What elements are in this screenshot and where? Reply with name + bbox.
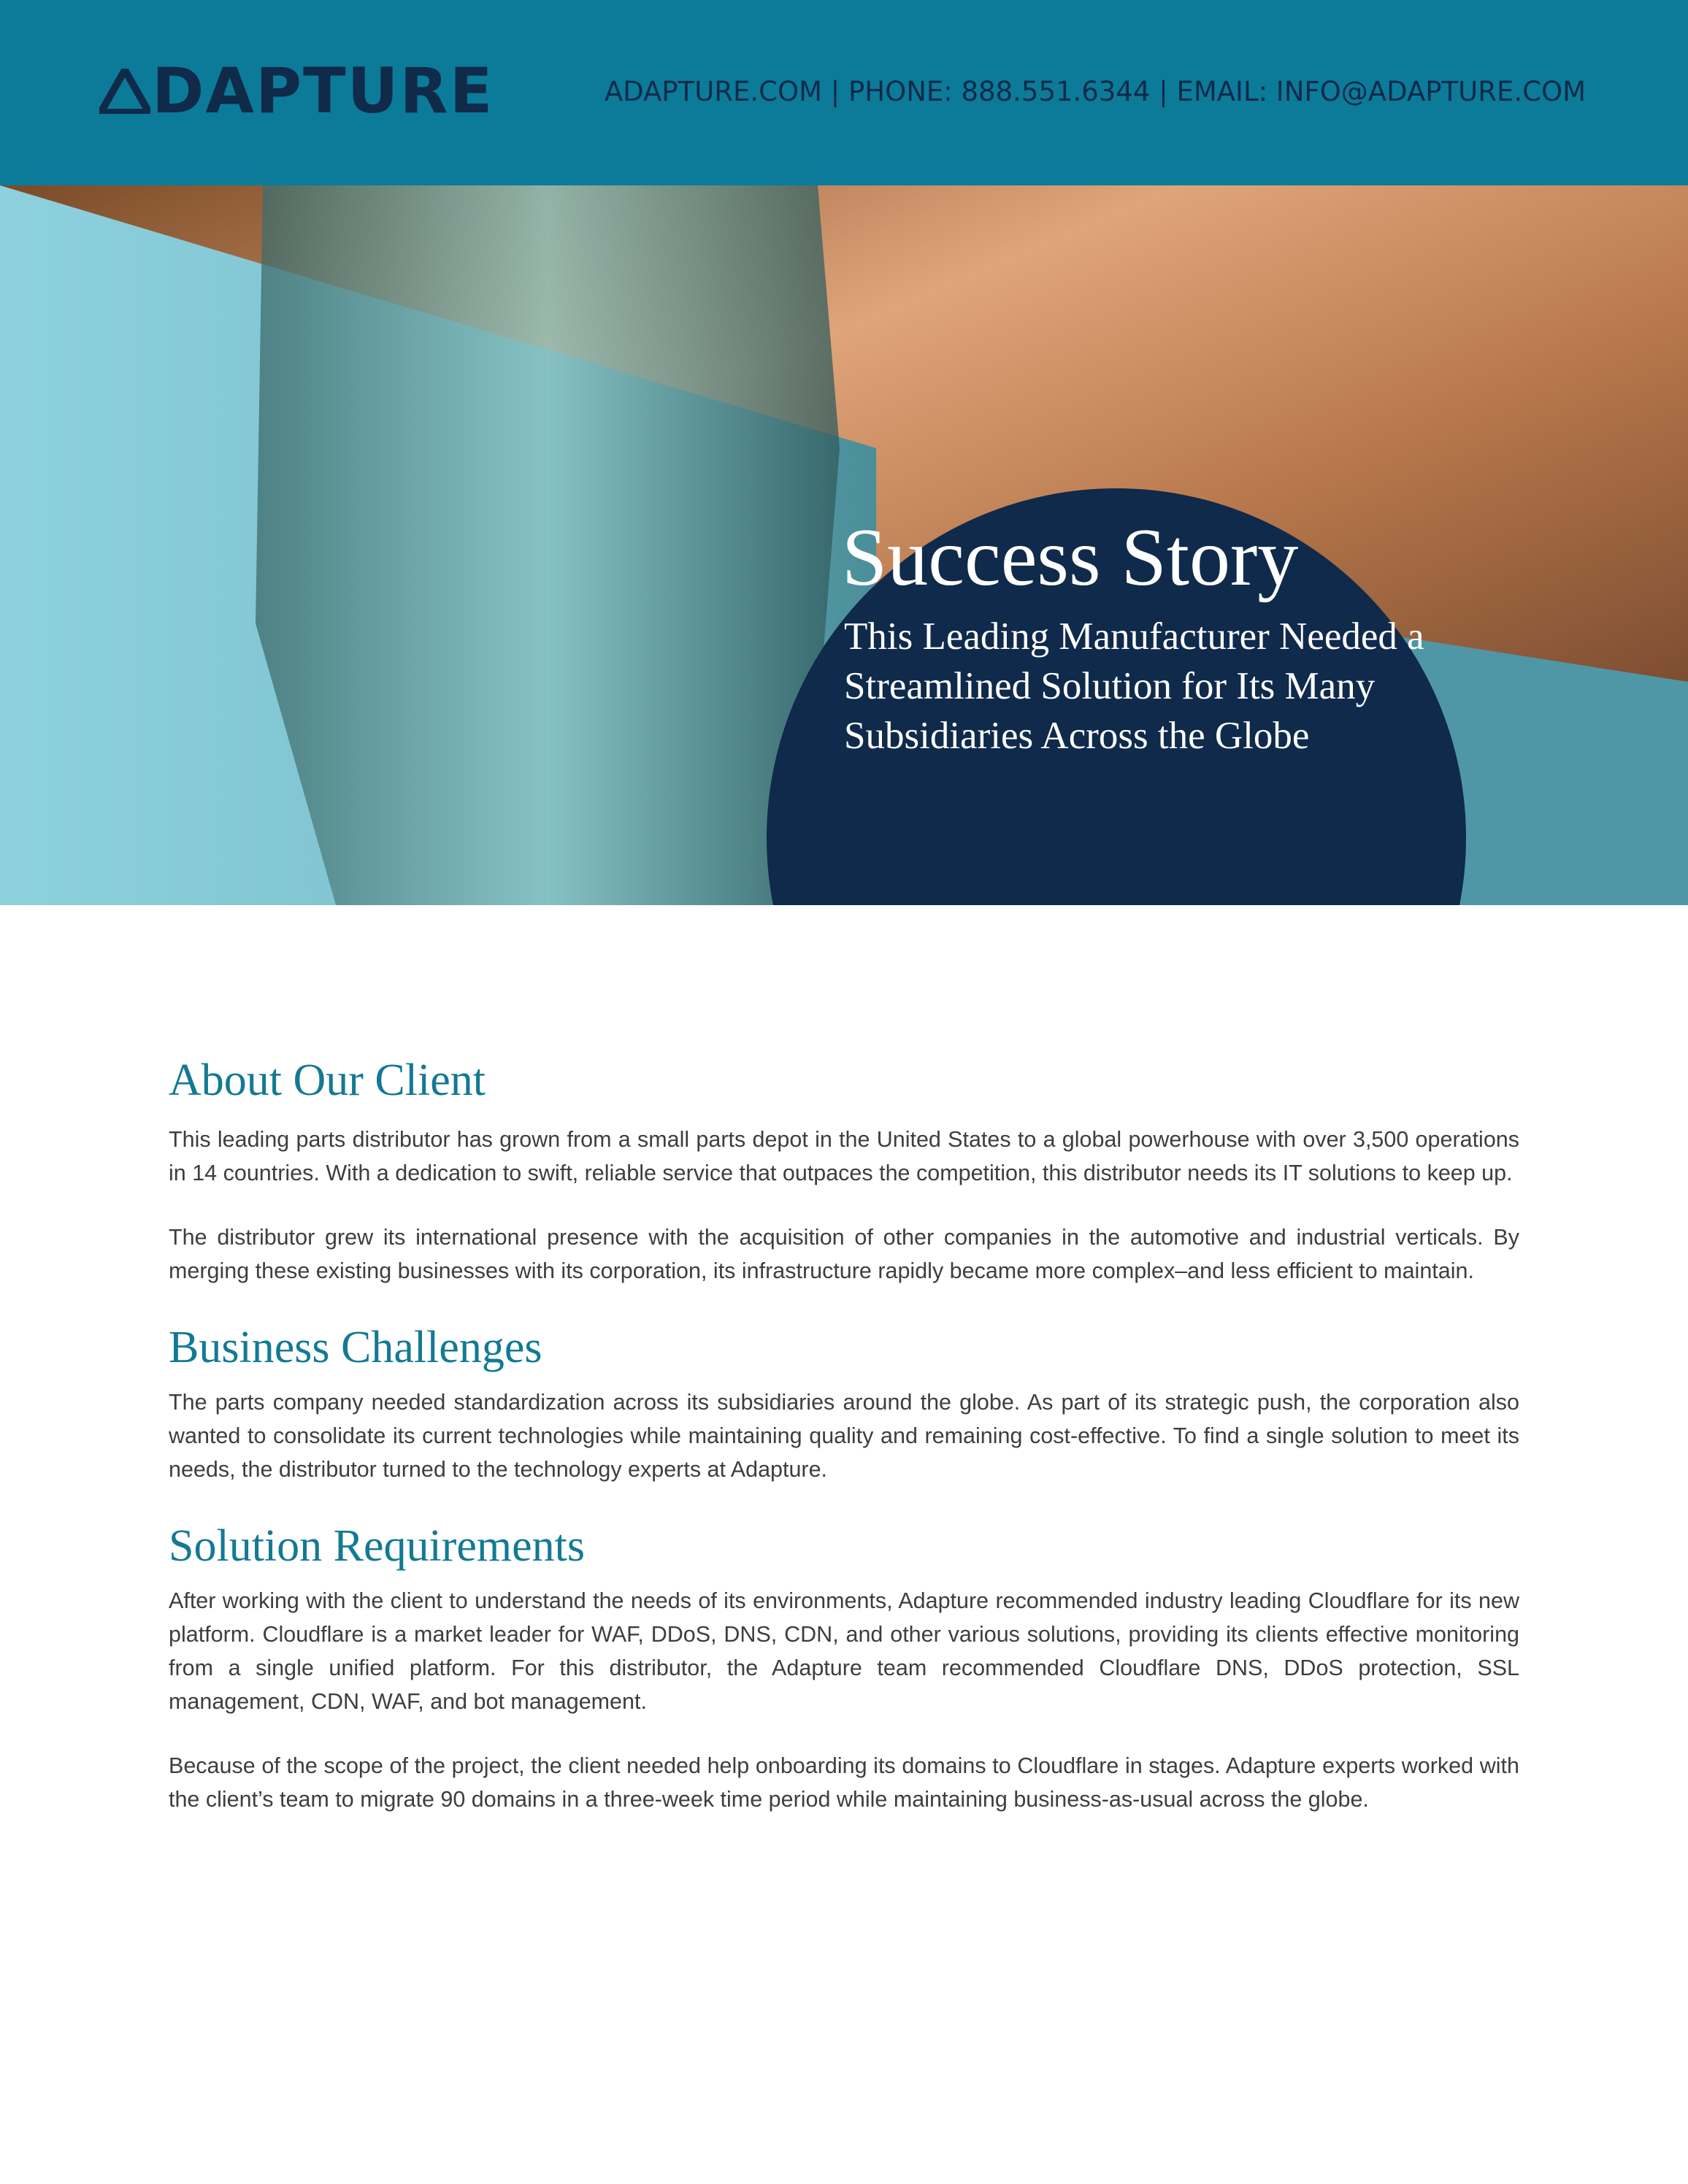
heading-business-challenges: Business Challenges <box>169 1323 542 1372</box>
paragraph: Because of the scope of the project, the client needed help onboarding its domains to Cloudflare in stages. Adapture experts worked with the client’s team to migrate 90 domains in a three-week time period while maintaining business-as-usual across the globe. <box>169 1753 1519 1812</box>
paragraph: The distributor grew its international presence with the acquisition of other companies in the automotive and industrial verticals. By merging these existing businesses with its corporation, its infrastructure rapidly became more complex–and less efficient to maintain. <box>169 1225 1519 1283</box>
contact-info: ADAPTURE.COM | PHONE: 888.551.6344 | EMAIL: INFO@ADAPTURE.COM <box>604 76 1586 107</box>
paragraph: After working with the client to understand the needs of its environments, Adapture recommended industry leading Cloudflare for its new platform. Cloudflare is a market leader for WAF, DDoS, DNS, CDN, and other various solutions, providing its clients effective monitoring from a single unified platform. For this distributor, the Adapture team recommended Cloudflare DNS, DDoS protection, SSL management, CDN, WAF, and bot management. <box>169 1588 1519 1714</box>
heading-solution-requirements: Solution Requirements <box>169 1521 586 1571</box>
document-body <box>169 1051 1519 1816</box>
hero-title: Success Story <box>842 512 1299 603</box>
paragraph: The parts company needed standardization across its subsidiaries around the globe. As part of its strategic push, the corporation also wanted to consolidate its current technologies while maintaining quality and remaining cost-effective. To find a single solution to meet its needs, the distributor turned to the technology experts at Adapture. <box>169 1390 1519 1482</box>
heading-about-client: About Our Client <box>169 1056 486 1105</box>
logo-triangle-icon <box>99 69 150 114</box>
paragraph: This leading parts distributor has grown from a small parts depot in the United States to a global powerhouse with over 3,500 operations in 14 countries. With a dedication to swift, reliable service that outpaces the competition, this distributor needs its IT solutions to keep up. <box>169 1127 1519 1185</box>
adapture-logo <box>99 55 494 128</box>
hero-subtitle: This Leading Manufacturer Needed a Streamlined Solution for Its Many Subsidiaries Across the Globe <box>844 615 1424 757</box>
logo-text: DAPTURE <box>152 55 494 128</box>
header-bar <box>0 0 1688 185</box>
